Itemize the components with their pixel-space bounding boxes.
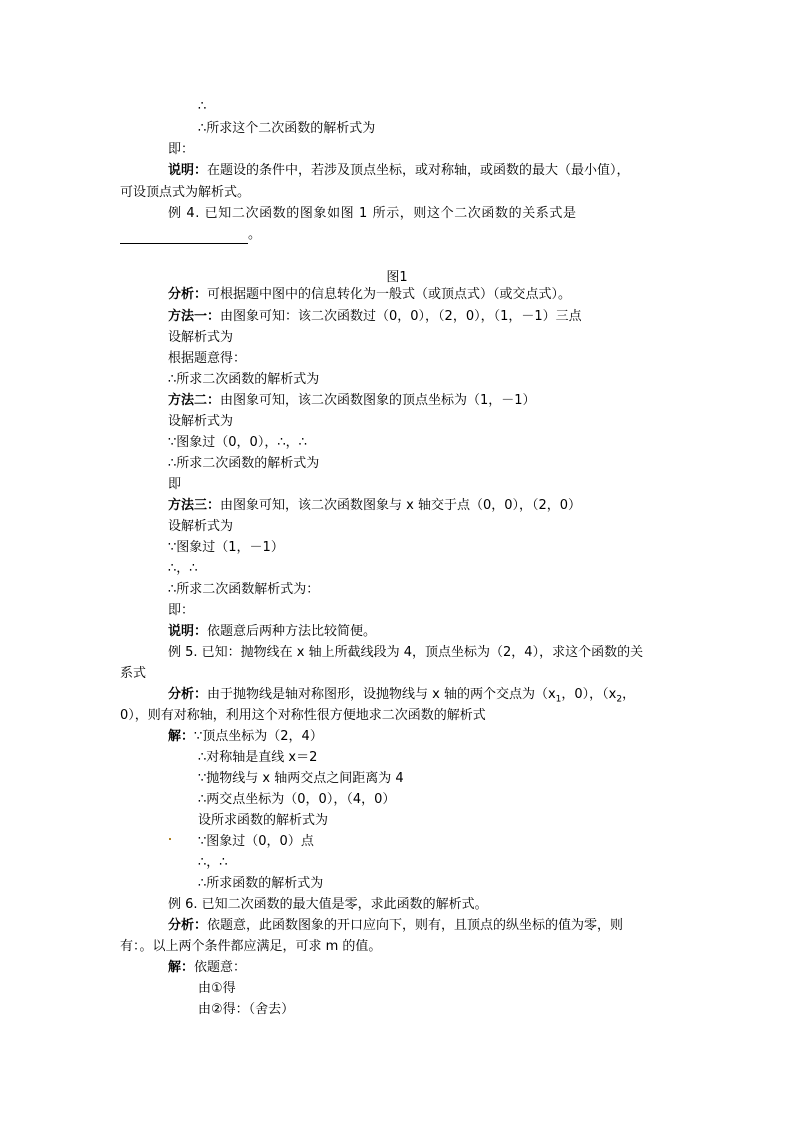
example-4-line: 例 4. 已知二次函数的图象如图 1 所示，则这个二次函数的关系式是 <box>168 206 577 221</box>
text-line: ∴对称轴是直线 x＝2 <box>198 750 318 765</box>
solution-line: 解：∵顶点坐标为（2，4） <box>168 729 323 744</box>
text-line: 系式 <box>120 666 147 681</box>
text-line: ∴所求二次函数解析式为： <box>168 582 320 597</box>
text-line: 设解析式为 <box>168 519 234 534</box>
method-3-line: 方法三：由图象可知，该二次函数图象与 x 轴交于点（0，0），（2，0） <box>168 498 582 513</box>
text-line: 根据题意得： <box>168 351 247 366</box>
text-line: ∵图象过（0，0）点 <box>198 834 314 849</box>
text-line: 设解析式为 <box>168 330 234 345</box>
text-line: ∴两交点坐标为（0，0），（4，0） <box>198 792 396 807</box>
answer-blank-line: 。 <box>120 226 261 244</box>
analysis-line: 分析：由于抛物线是轴对称图形，设抛物线与 x 轴的两个交点为（$x_1$，0），（$x_2$， <box>168 687 636 705</box>
solution-line: 解：依题意： <box>168 960 247 975</box>
text-line: ∴所求函数的解析式为 <box>198 876 324 891</box>
note-label: 说明： <box>168 163 208 178</box>
analysis-line: 分析：可根据题中图中的信息转化为一般式（或顶点式）（或交点式）。 <box>168 287 572 302</box>
note-text: 在题设的条件中，若涉及顶点坐标，或对称轴，或函数的最大（最小值）， <box>207 163 630 178</box>
text-line: ∵抛物线与 x 轴两交点之间距离为 4 <box>198 771 404 786</box>
text-line: 设所求函数的解析式为 <box>198 813 329 828</box>
analysis-line: 分析：依题意，此函数图象的开口应向下，则有，且顶点的纵坐标的值为零，则 <box>168 918 624 933</box>
note-line <box>168 162 630 180</box>
answer-blank[interactable] <box>120 229 248 244</box>
example-5-line: 例 5. 已知：抛物线在 x 轴上所截线段为 4，顶点坐标为（2，4），求这个函数的关 <box>168 645 644 660</box>
text-line: ∵图象过（0，0），∴，∴ <box>168 435 307 450</box>
text-line: ∴，∴ <box>198 855 228 870</box>
text-line: 即： <box>168 142 195 157</box>
text-line: ∵图象过（1，－1） <box>168 540 284 555</box>
text-line: ∴所求二次函数的解析式为 <box>168 372 320 387</box>
text-line: ∴所求这个二次函数的解析式为 <box>198 121 376 136</box>
text-line: ∴，∴ <box>168 561 198 576</box>
text-line: 由②得：（舍去） <box>198 1002 295 1017</box>
method-1-line: 方法一：由图象可知：该二次函数过（0，0），（2，0），（1，－1）三点 <box>168 309 582 324</box>
example-6-line: 例 6. 已知二次函数的最大值是零，求此函数的解析式。 <box>168 897 488 912</box>
figure-caption: 图1 <box>386 270 408 285</box>
method-2-line: 方法二：由图象可知，该二次函数图象的顶点坐标为（1，－1） <box>168 393 536 408</box>
text-line: 即 <box>168 477 182 492</box>
text-line: 即： <box>168 603 195 618</box>
stray-mark <box>169 838 171 840</box>
note-line: 说明：依题意后两种方法比较简便。 <box>168 624 377 639</box>
text-line: 0），则有对称轴，利用这个对称性很方便地求二次函数的解析式 <box>120 708 486 723</box>
text-line: 可设顶点式为解析式。 <box>120 185 251 200</box>
text-line: ∴所求二次函数的解析式为 <box>168 456 320 471</box>
text-line: 有：。以上两个条件都应满足，可求 m 的值。 <box>120 939 382 954</box>
therefore-line: ∴ <box>198 99 207 114</box>
text-line: 由①得 <box>198 981 236 996</box>
text-line: 设解析式为 <box>168 414 234 429</box>
